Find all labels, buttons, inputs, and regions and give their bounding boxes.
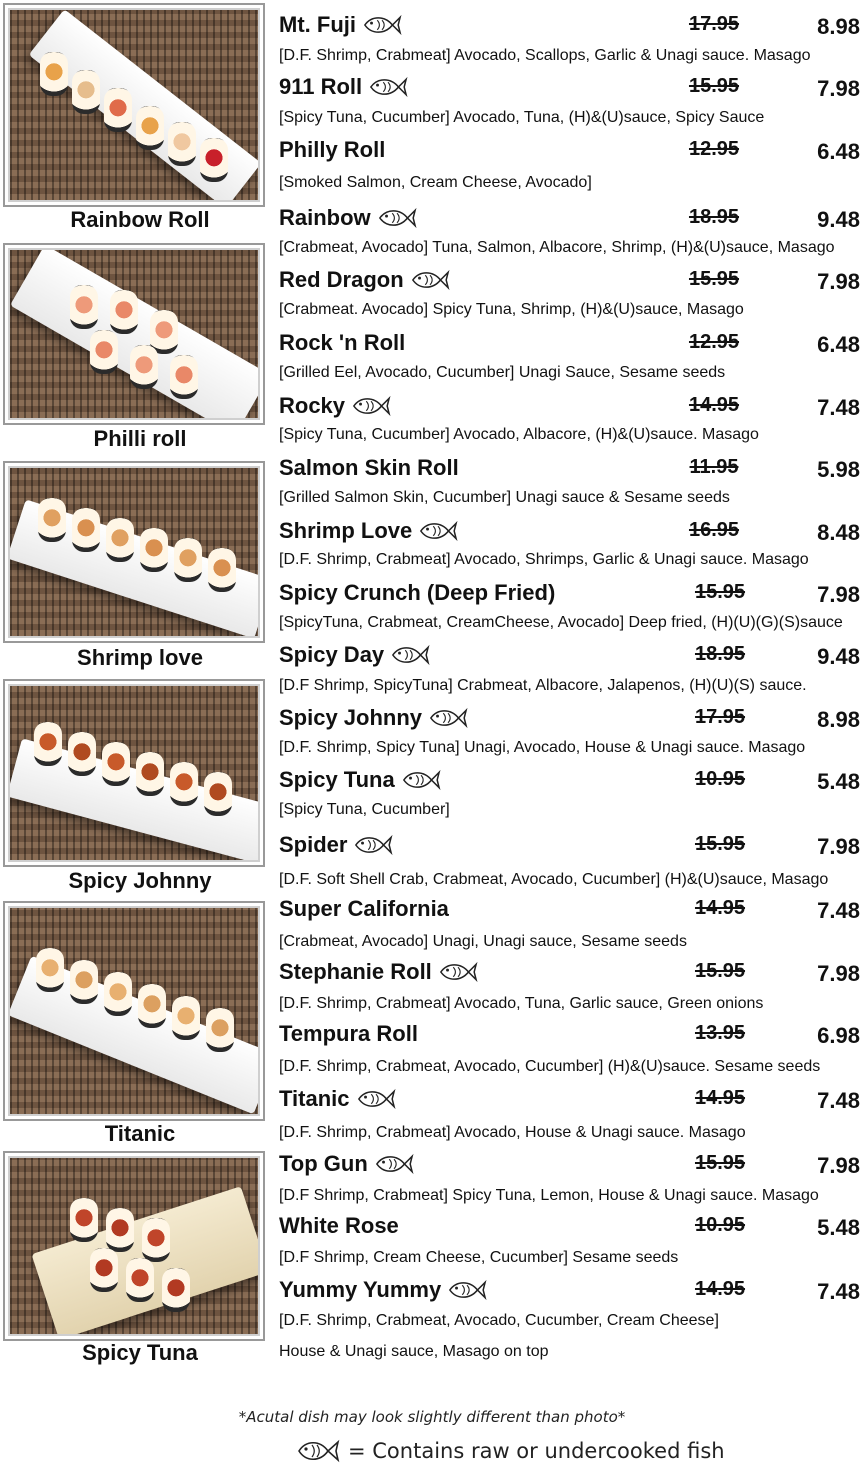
menu-item-name: [279, 580, 555, 606]
old-price: 18.95: [694, 643, 746, 665]
menu-item-name: [279, 455, 459, 481]
old-price: 15.95: [688, 268, 740, 290]
item-description: [Crabmeat, Avocado] Unagi, Unagi sauce, Sesame seeds: [279, 933, 687, 950]
menu-item-name: [279, 705, 468, 731]
fish-icon: [390, 643, 430, 667]
sale-price: 7.48: [817, 898, 860, 923]
menu-item-name: [279, 74, 408, 100]
item-name-text: Spicy Tuna: [279, 767, 395, 792]
item-description: [D.F. Shrimp, Crabmeat] Avocado, House & Unagi sauce. Masago: [279, 1124, 746, 1141]
item-description: [D.F. Shrimp, Crabmeat, Avocado, Cucumber, Cream Cheese]: [279, 1312, 719, 1329]
old-price: 11.95: [689, 456, 739, 478]
fish-icon: [353, 833, 393, 857]
sale-price: 9.48: [817, 207, 860, 232]
item-description-line2: House & Unagi sauce, Masago on top: [279, 1343, 549, 1360]
fish-icon: [377, 206, 417, 230]
sale-price: 5.48: [817, 769, 860, 794]
fish-icon: [438, 960, 478, 984]
old-price: 14.95: [694, 1087, 746, 1109]
fish-icon: [428, 706, 468, 730]
old-price: 13.95: [694, 1022, 746, 1044]
fish-icon: [296, 1438, 340, 1464]
old-price: 10.95: [694, 768, 746, 790]
menu-item-name: [279, 393, 391, 419]
sale-price: 7.98: [817, 582, 860, 607]
menu-item-name: [279, 330, 405, 356]
photo-titanic: [8, 906, 260, 1116]
menu-item-name: [279, 137, 385, 163]
photo-spicy-johnny: [8, 684, 260, 862]
menu-item-name: [279, 267, 450, 293]
sale-price: 9.48: [817, 644, 860, 669]
old-price: 18.95: [688, 206, 740, 228]
old-price: 15.95: [694, 1152, 746, 1174]
sale-price: 7.98: [817, 834, 860, 859]
item-description: [D.F Shrimp, SpicyTuna] Crabmeat, Albacore, Jalapenos, (H)(U)(S) sauce.: [279, 677, 807, 694]
old-price: 14.95: [694, 897, 746, 919]
item-description: [Spicy Tuna, Cucumber] Avocado, Albacore, (H)&(U)sauce. Masago: [279, 426, 759, 443]
item-name-text: Spider: [279, 832, 348, 857]
item-name-text: Yummy Yummy: [279, 1277, 442, 1302]
item-name-text: Mt. Fuji: [279, 12, 356, 37]
item-name-text: Salmon Skin Roll: [279, 455, 459, 480]
sale-price: 7.48: [817, 395, 860, 420]
old-price: 10.95: [694, 1214, 746, 1236]
old-price: 14.95: [694, 1278, 746, 1300]
item-name-text: Rainbow: [279, 205, 371, 230]
menu-item-name: [279, 518, 458, 544]
menu-item-name: [279, 642, 430, 668]
sale-price: 8.98: [817, 707, 860, 732]
sale-price: 7.48: [817, 1279, 860, 1304]
old-price: 12.95: [688, 138, 740, 160]
fish-icon: [356, 1087, 396, 1111]
item-name-text: Rocky: [279, 393, 346, 418]
caption-titanic: Titanic: [104, 1121, 176, 1146]
item-description: [Smoked Salmon, Cream Cheese, Avocado]: [279, 174, 592, 191]
menu-item-name: [279, 1213, 399, 1239]
menu-item-name: [279, 1021, 418, 1047]
item-name-text: Top Gun: [279, 1151, 368, 1176]
item-name-text: Rock 'n Roll: [279, 330, 406, 355]
item-description: [Spicy Tuna, Cucumber]: [279, 801, 450, 818]
menu-item-name: [279, 1151, 414, 1177]
fish-icon: [374, 1152, 414, 1176]
sale-price: 7.98: [817, 961, 860, 986]
photo-disclaimer: *Acutal dish may look slightly different than photo*: [238, 1408, 626, 1426]
sale-price: 8.48: [817, 520, 860, 545]
sale-price: 7.98: [817, 76, 860, 101]
item-name-text: Tempura Roll: [279, 1021, 418, 1046]
item-description: [SpicyTuna, Crabmeat, CreamCheese, Avocado] Deep fried, (H)(U)(G)(S)sauce: [279, 614, 843, 631]
item-description: [D.F. Shrimp, Spicy Tuna] Unagi, Avocado, House & Unagi sauce. Masago: [279, 739, 806, 756]
item-description: [Spicy Tuna, Cucumber] Avocado, Tuna, (H)&(U)sauce, Spicy Sauce: [279, 109, 765, 126]
fish-icon: [362, 13, 402, 37]
legend-text: = Contains raw or undercooked fish: [348, 1439, 725, 1463]
caption-spicy-johnny: Spicy Johnny: [68, 868, 212, 893]
old-price: 16.95: [688, 519, 740, 541]
caption-philli-roll: Philli roll: [93, 426, 187, 451]
fish-icon: [418, 519, 458, 543]
menu-item-name: [279, 959, 478, 985]
item-description: [Crabmeat. Avocado] Spicy Tuna, Shrimp, (H)&(U)sauce, Masago: [279, 301, 744, 318]
old-price: 15.95: [694, 581, 746, 603]
photo-shrimp-love: [8, 466, 260, 638]
item-name-text: Spicy Johnny: [279, 705, 423, 730]
sale-price: 6.48: [817, 139, 860, 164]
item-description: [Grilled Salmon Skin, Cucumber] Unagi sauce & Sesame seeds: [279, 489, 730, 506]
item-description: [D.F. Shrimp, Crabmeat] Avocado, Scallops, Garlic & Unagi sauce. Masago: [279, 47, 811, 64]
item-description: [Crabmeat, Avocado] Tuna, Salmon, Albacore, Shrimp, (H)&(U)sauce, Masago: [279, 239, 835, 256]
item-name-text: Philly Roll: [279, 137, 386, 162]
caption-spicy-tuna: Spicy Tuna: [82, 1340, 198, 1365]
menu-item-name: [279, 832, 393, 858]
item-description: [Grilled Eel, Avocado, Cucumber] Unagi Sauce, Sesame seeds: [279, 364, 726, 381]
fish-icon: [368, 75, 408, 99]
menu-item-name: [279, 1086, 396, 1112]
sale-price: 6.98: [817, 1023, 860, 1048]
item-description: [D.F Shrimp, Cream Cheese, Cucumber] Sesame seeds: [279, 1249, 679, 1266]
old-price: 15.95: [694, 833, 746, 855]
sale-price: 7.48: [817, 1088, 860, 1113]
sale-price: 7.98: [817, 269, 860, 294]
old-price: 17.95: [694, 706, 746, 728]
item-description: [D.F. Shrimp, Crabmeat, Avocado, Cucumber] (H)&(U)sauce. Sesame seeds: [279, 1058, 821, 1075]
menu-item-name: [279, 896, 449, 922]
caption-rainbow-roll: Rainbow Roll: [70, 207, 210, 232]
sale-price: 5.98: [817, 457, 860, 482]
item-name-text: Titanic: [279, 1086, 350, 1111]
item-description: [D.F. Soft Shell Crab, Crabmeat, Avocado, Cucumber] (H)&(U)sauce, Masago: [279, 871, 829, 888]
item-description: [D.F. Shrimp, Crabmeat] Avocado, Shrimps, Garlic & Unagi sauce. Masago: [279, 551, 809, 568]
sale-price: 7.98: [817, 1153, 860, 1178]
old-price: 15.95: [688, 75, 740, 97]
old-price: 14.95: [688, 394, 740, 416]
fish-icon: [401, 768, 441, 792]
fish-icon: [351, 394, 391, 418]
item-name-text: Spicy Crunch (Deep Fried): [279, 580, 556, 605]
fish-icon: [447, 1278, 487, 1302]
sale-price: 5.48: [817, 1215, 860, 1240]
caption-shrimp-love: Shrimp love: [77, 645, 203, 670]
item-description: [D.F Shrimp, Crabmeat] Spicy Tuna, Lemon, House & Unagi sauce. Masago: [279, 1187, 819, 1204]
item-name-text: White Rose: [279, 1213, 399, 1238]
old-price: 15.95: [694, 960, 746, 982]
item-name-text: Spicy Day: [279, 642, 385, 667]
photo-spicy-tuna: [8, 1156, 260, 1336]
fish-icon: [410, 268, 450, 292]
menu-item-name: [279, 12, 402, 38]
sale-price: 6.48: [817, 332, 860, 357]
menu-item-name: [279, 1277, 487, 1303]
menu-item-name: [279, 205, 417, 231]
sale-price: 8.98: [817, 14, 860, 39]
old-price: 17.95: [688, 13, 740, 35]
old-price: 12.95: [688, 331, 740, 353]
photo-rainbow-roll: [8, 8, 260, 202]
item-name-text: Shrimp Love: [279, 518, 413, 543]
menu-item-name: [279, 767, 441, 793]
item-name-text: Red Dragon: [279, 267, 404, 292]
item-name-text: Stephanie Roll: [279, 959, 432, 984]
item-name-text: Super California: [279, 896, 449, 921]
raw-fish-legend: [296, 1438, 725, 1464]
photo-philli-roll: [8, 248, 260, 420]
item-name-text: 911 Roll: [279, 74, 363, 99]
item-description: [D.F. Shrimp, Crabmeat] Avocado, Tuna, Garlic sauce, Green onions: [279, 995, 764, 1012]
